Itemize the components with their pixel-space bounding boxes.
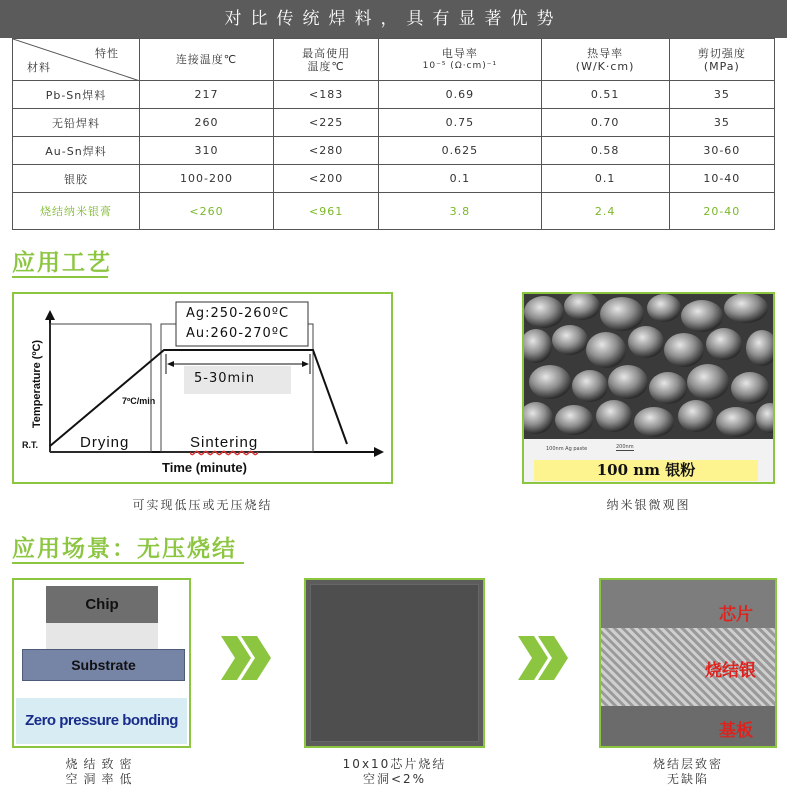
row-name: 银胶 [13,165,140,193]
table-cell: 10-40 [669,165,774,193]
zero-pressure-label: Zero pressure bonding [16,698,187,744]
bonding-stack-pane [12,578,191,748]
table-cell: 260 [140,109,274,137]
table-row [13,165,775,193]
sem-label: 100 nm 银粉 [534,460,758,481]
row-name: 无铅焊料 [13,109,140,137]
table-cell: 0.70 [541,109,669,137]
table-cell: 20-40 [669,193,774,230]
process-caption: 可实现低压或无压烧结 [132,498,273,512]
table-cell: <280 [273,137,378,165]
silver-layer [46,623,158,649]
column-header: 电导率 10⁻⁵ (Ω·cm)⁻¹ [379,39,541,81]
header-material: 材料 [27,61,51,74]
table-cell: 0.58 [541,137,669,165]
table-cell: 0.75 [379,109,541,137]
double-chevron-icon [221,636,273,680]
double-chevron-icon [518,636,570,680]
column-header: 剪切强度 (MPa) [669,39,774,81]
table-cell: 0.69 [379,81,541,109]
process-curve [14,294,391,482]
scene1-caption: 烧结致密 空洞率低 [65,757,138,786]
header-feature: 特性 [95,47,119,60]
substrate-label: 基板 [719,721,753,741]
chip-layer: Chip [46,586,158,623]
substrate-layer: Substrate [22,649,185,681]
table-row [13,137,775,165]
table-corner-cell [13,39,140,81]
banner-title: 对比传统焊料，具有显著优势 [0,0,787,38]
duration-label: 5-30min [194,371,256,386]
table-row-highlight [13,193,775,230]
table-cell: 217 [140,81,274,109]
table-cell: 35 [669,109,774,137]
nanoparticle-image [524,294,773,482]
table-cell: 0.1 [541,165,669,193]
column-header: 热导率 (W/K·cm) [541,39,669,81]
table-header-row [13,39,775,81]
sem-info-left: 100nm Ag paste [546,446,588,452]
row-name: Au-Sn焊料 [13,137,140,165]
y-axis-label: Temperature (ºC) [31,339,43,429]
section-title-process: 应用工艺 [12,250,112,276]
table-cell: <200 [273,165,378,193]
table-cell: 310 [140,137,274,165]
sem-scale-bar: 200nm [616,444,634,450]
diagonal-line [13,39,140,81]
section-underline [12,276,108,278]
table-cell: <225 [273,109,378,137]
cross-section-pane [599,578,777,748]
table-cell: <961 [273,193,378,230]
chip-image [310,584,479,742]
table-cell: 0.1 [379,165,541,193]
column-header: 最高使用 温度℃ [273,39,378,81]
table-cell: 2.4 [541,193,669,230]
table-cell: 3.8 [379,193,541,230]
chip-label: 芯片 [719,605,753,625]
table-cell: 100-200 [140,165,274,193]
drying-label: Drying [80,434,130,451]
sem-image [522,292,775,484]
row-name: 烧结纳米银膏 [13,193,140,230]
section-underline [12,562,244,564]
sintering-label: Sintering [190,434,259,451]
silver-label: 烧结银 [705,661,756,681]
row-name: Pb-Sn焊料 [13,81,140,109]
process-diagram [12,292,393,484]
column-header: 连接温度℃ [140,39,274,81]
x-axis-label: Time (minute) [162,460,247,475]
table-cell: 30-60 [669,137,774,165]
table-cell: 0.625 [379,137,541,165]
rate-label: 7ºC/min [122,396,156,406]
sem-caption: 纳米银微观图 [606,498,691,512]
scene2-caption: 10x10芯片烧结 空洞<2% [342,757,447,786]
rt-label: R.T. [22,440,39,450]
au-temp-label: Au:260-270ºC [186,326,290,341]
table-cell: 0.51 [541,81,669,109]
chip-xray-pane [304,578,485,748]
comparison-table [12,38,775,230]
table-cell: <183 [273,81,378,109]
table-row [13,109,775,137]
scene3-caption: 烧结层致密 无缺陷 [652,757,723,786]
table-cell: <260 [140,193,274,230]
section-title-scenario: 应用场景：无压烧结 [12,536,237,562]
ag-temp-label: Ag:250-260ºC [186,306,290,321]
table-row [13,81,775,109]
table-cell: 35 [669,81,774,109]
